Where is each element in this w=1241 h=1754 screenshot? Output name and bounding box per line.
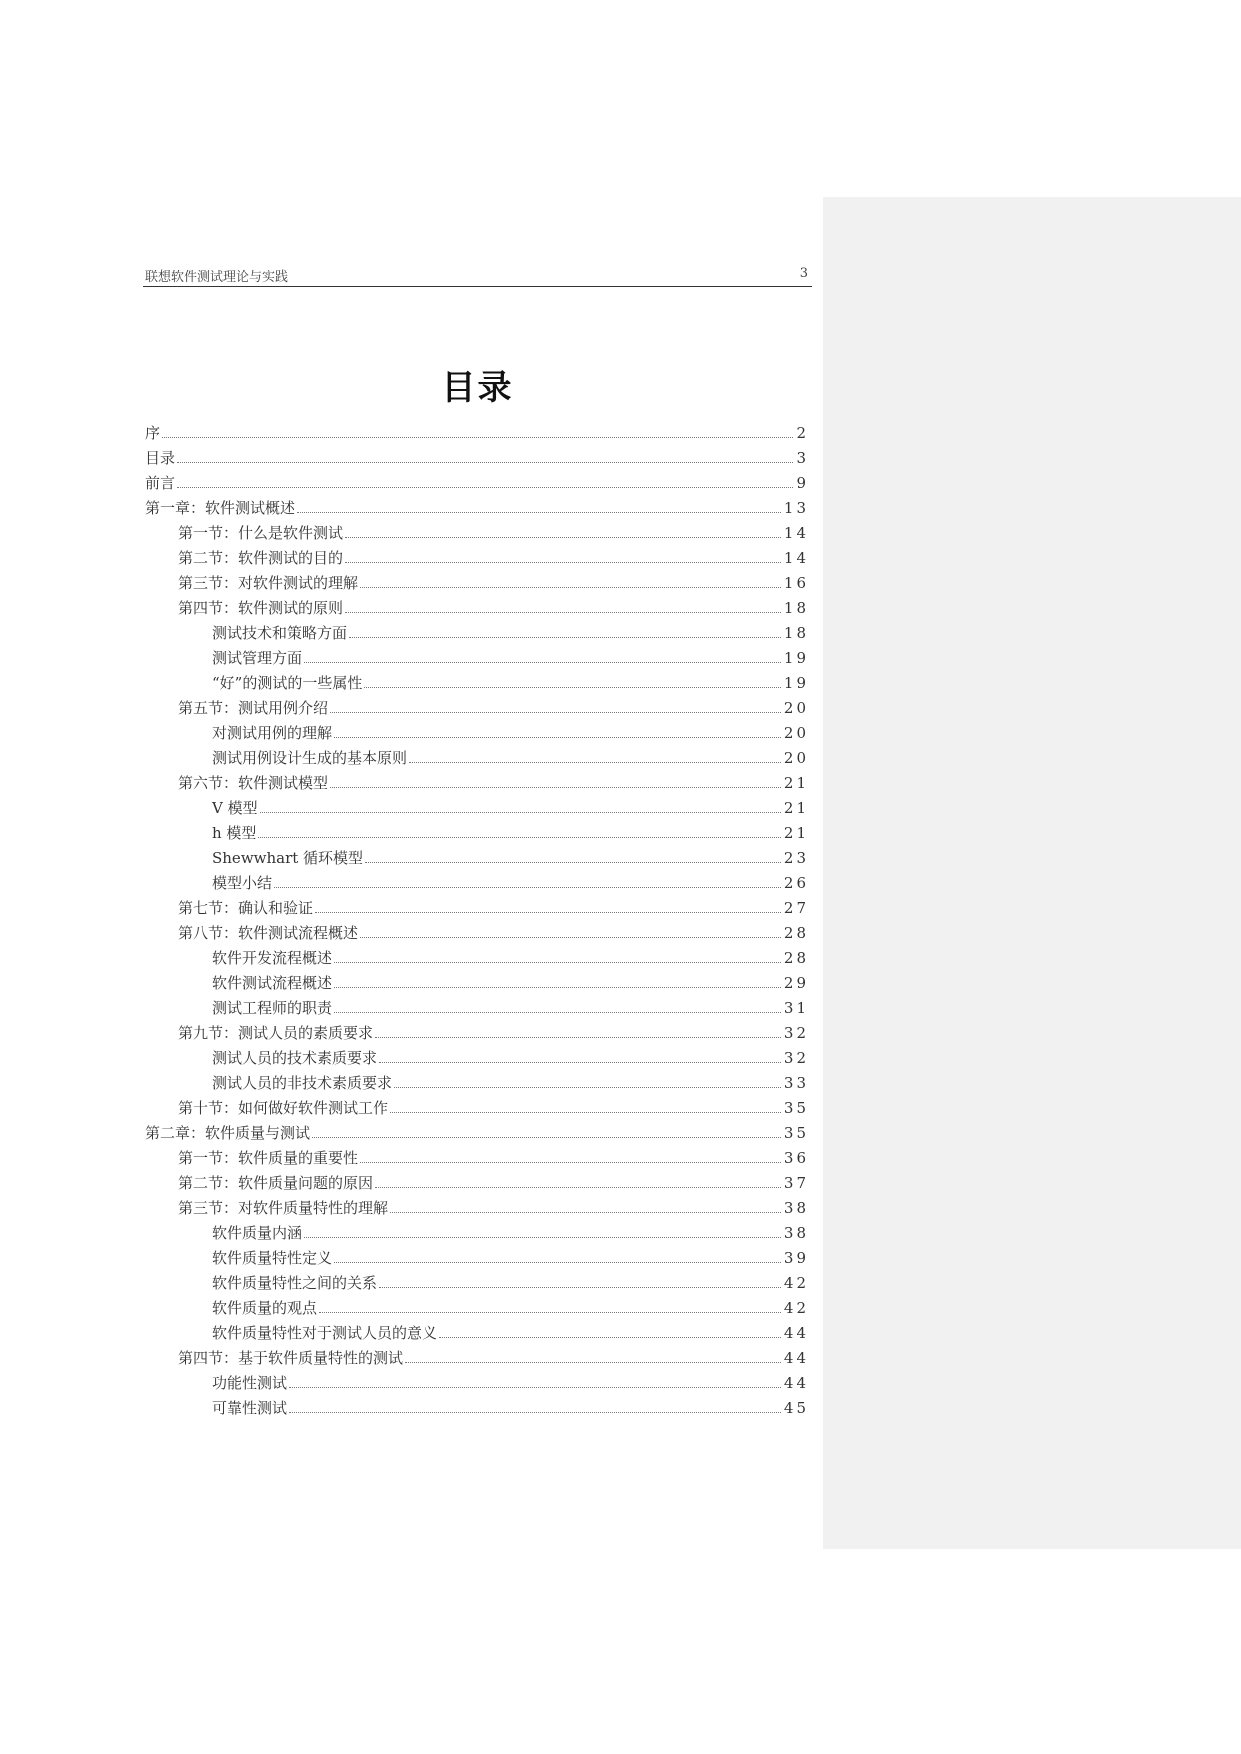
toc-dot-leader bbox=[379, 1062, 781, 1063]
toc-entry-label: 第八节：软件测试流程概述 bbox=[178, 924, 359, 942]
toc-entry[interactable] bbox=[145, 472, 809, 497]
toc-entry-page-number: 14 bbox=[783, 524, 809, 542]
toc-entry-label: 软件质量内涵 bbox=[212, 1224, 303, 1242]
toc-entry[interactable] bbox=[145, 897, 809, 922]
toc-entry-page-number: 23 bbox=[783, 849, 809, 867]
toc-dot-leader bbox=[162, 437, 793, 438]
toc-entry-page-number: 2 bbox=[796, 424, 809, 442]
header-page-number: 3 bbox=[799, 266, 808, 281]
toc-entry[interactable] bbox=[145, 1272, 809, 1297]
running-header bbox=[143, 264, 812, 287]
toc-dot-leader bbox=[365, 862, 781, 863]
toc-entry-label: Shewwhart 循环模型 bbox=[212, 849, 364, 867]
toc-entry-label: 软件质量的观点 bbox=[212, 1299, 318, 1317]
toc-entry-label: 第五节：测试用例介绍 bbox=[178, 699, 329, 717]
toc-dot-leader bbox=[289, 1412, 781, 1413]
toc-entry-label: 测试用例设计生成的基本原则 bbox=[212, 749, 408, 767]
toc-entry[interactable] bbox=[145, 647, 809, 672]
toc-entry[interactable] bbox=[145, 972, 809, 997]
toc-entry[interactable] bbox=[145, 947, 809, 972]
toc-dot-leader bbox=[345, 537, 781, 538]
toc-dot-leader bbox=[409, 762, 781, 763]
toc-entry-label: 测试工程师的职责 bbox=[212, 999, 333, 1017]
toc-entry-page-number: 28 bbox=[783, 949, 809, 967]
toc-entry[interactable] bbox=[145, 622, 809, 647]
toc-dot-leader bbox=[304, 1237, 781, 1238]
toc-entry[interactable] bbox=[145, 522, 809, 547]
toc-dot-leader bbox=[360, 937, 781, 938]
toc-dot-leader bbox=[345, 562, 781, 563]
toc-entry[interactable] bbox=[145, 747, 809, 772]
toc-dot-leader bbox=[394, 1087, 781, 1088]
toc-dot-leader bbox=[319, 1312, 781, 1313]
toc-entry-page-number: 32 bbox=[783, 1049, 809, 1067]
toc-entry-label: 第六节：软件测试模型 bbox=[178, 774, 329, 792]
toc-dot-leader bbox=[297, 512, 781, 513]
toc-entry-page-number: 18 bbox=[783, 624, 809, 642]
toc-entry-label: 对测试用例的理解 bbox=[212, 724, 333, 742]
toc-entry[interactable] bbox=[145, 1172, 809, 1197]
toc-entry-label: 第二节：软件质量问题的原因 bbox=[178, 1174, 374, 1192]
toc-dot-leader bbox=[390, 1212, 781, 1213]
toc-entry-label: 测试管理方面 bbox=[212, 649, 303, 667]
toc-entry-page-number: 42 bbox=[783, 1299, 809, 1317]
toc-entry-page-number: 31 bbox=[783, 999, 809, 1017]
toc-dot-leader bbox=[330, 712, 781, 713]
toc-dot-leader bbox=[375, 1187, 781, 1188]
toc-entry-page-number: 20 bbox=[783, 749, 809, 767]
toc-entry-page-number: 19 bbox=[783, 674, 809, 692]
comment-margin-pane bbox=[823, 197, 1241, 1549]
toc-entry[interactable] bbox=[145, 797, 809, 822]
toc-dot-leader bbox=[334, 962, 781, 963]
toc-entry[interactable] bbox=[145, 872, 809, 897]
toc-entry[interactable] bbox=[145, 1347, 809, 1372]
toc-dot-leader bbox=[177, 462, 793, 463]
toc-entry-page-number: 33 bbox=[783, 1074, 809, 1092]
toc-entry[interactable] bbox=[145, 722, 809, 747]
toc-dot-leader bbox=[379, 1287, 781, 1288]
toc-entry-label: 目录 bbox=[145, 449, 176, 467]
toc-entry-label: 前言 bbox=[145, 474, 176, 492]
toc-entry-label: 第一章：软件测试概述 bbox=[145, 499, 296, 517]
toc-dot-leader bbox=[274, 887, 781, 888]
toc-entry-page-number: 21 bbox=[783, 799, 809, 817]
toc-entry-label: 第二节：软件测试的目的 bbox=[178, 549, 344, 567]
table-of-contents bbox=[145, 422, 809, 1422]
header-title: 联想软件测试理论与实践 bbox=[145, 270, 289, 285]
toc-dot-leader bbox=[345, 612, 781, 613]
toc-entry[interactable] bbox=[145, 697, 809, 722]
toc-dot-leader bbox=[334, 1012, 781, 1013]
toc-entry-label: 可靠性测试 bbox=[212, 1399, 288, 1417]
toc-entry-label: 第四节：软件测试的原则 bbox=[178, 599, 344, 617]
toc-dot-leader bbox=[304, 662, 781, 663]
toc-entry-label: 第二章：软件质量与测试 bbox=[145, 1124, 311, 1142]
toc-entry[interactable] bbox=[145, 497, 809, 522]
toc-dot-leader bbox=[360, 1162, 781, 1163]
toc-entry[interactable] bbox=[145, 1322, 809, 1347]
toc-entry-label: 第一节：软件质量的重要性 bbox=[178, 1149, 359, 1167]
toc-dot-leader bbox=[405, 1362, 781, 1363]
toc-entry[interactable] bbox=[145, 672, 809, 697]
toc-entry-page-number: 13 bbox=[783, 499, 809, 517]
toc-entry-page-number: 44 bbox=[783, 1374, 809, 1392]
toc-entry-page-number: 42 bbox=[783, 1274, 809, 1292]
toc-entry-label: 第四节：基于软件质量特性的测试 bbox=[178, 1349, 404, 1367]
toc-entry-page-number: 29 bbox=[783, 974, 809, 992]
toc-entry-label: 软件测试流程概述 bbox=[212, 974, 333, 992]
toc-entry[interactable] bbox=[145, 1072, 809, 1097]
toc-entry[interactable] bbox=[145, 1397, 809, 1422]
toc-entry-page-number: 19 bbox=[783, 649, 809, 667]
toc-entry-page-number: 35 bbox=[783, 1124, 809, 1142]
toc-entry-page-number: 36 bbox=[783, 1149, 809, 1167]
toc-dot-leader bbox=[177, 487, 793, 488]
toc-dot-leader bbox=[360, 587, 781, 588]
toc-entry[interactable] bbox=[145, 1197, 809, 1222]
toc-dot-leader bbox=[334, 737, 781, 738]
toc-dot-leader bbox=[315, 912, 781, 913]
toc-entry[interactable] bbox=[145, 1222, 809, 1247]
toc-entry-label: 软件质量特性定义 bbox=[212, 1249, 333, 1267]
toc-entry-page-number: 21 bbox=[783, 824, 809, 842]
toc-entry-page-number: 16 bbox=[783, 574, 809, 592]
toc-entry-page-number: 27 bbox=[783, 899, 809, 917]
toc-entry-page-number: 9 bbox=[796, 474, 809, 492]
toc-entry[interactable] bbox=[145, 1097, 809, 1122]
toc-entry[interactable] bbox=[145, 922, 809, 947]
toc-entry-page-number: 26 bbox=[783, 874, 809, 892]
toc-entry-page-number: 14 bbox=[783, 549, 809, 567]
toc-entry-label: 软件质量特性之间的关系 bbox=[212, 1274, 378, 1292]
toc-dot-leader bbox=[312, 1137, 781, 1138]
toc-entry-label: 第十节：如何做好软件测试工作 bbox=[178, 1099, 389, 1117]
toc-entry-label: 第七节：确认和验证 bbox=[178, 899, 314, 917]
toc-dot-leader bbox=[390, 1112, 781, 1113]
toc-dot-leader bbox=[334, 1262, 781, 1263]
toc-entry[interactable] bbox=[145, 547, 809, 572]
toc-dot-leader bbox=[375, 1037, 781, 1038]
toc-entry-page-number: 32 bbox=[783, 1024, 809, 1042]
toc-dot-leader bbox=[349, 637, 781, 638]
toc-entry-page-number: 37 bbox=[783, 1174, 809, 1192]
toc-entry-label: 功能性测试 bbox=[212, 1374, 288, 1392]
toc-entry[interactable] bbox=[145, 1372, 809, 1397]
toc-entry-label: 第三节：对软件测试的理解 bbox=[178, 574, 359, 592]
toc-entry-label: 第九节：测试人员的素质要求 bbox=[178, 1024, 374, 1042]
toc-entry-label: 序 bbox=[145, 424, 161, 442]
toc-entry[interactable] bbox=[145, 997, 809, 1022]
toc-entry-page-number: 38 bbox=[783, 1199, 809, 1217]
toc-entry-page-number: 38 bbox=[783, 1224, 809, 1242]
toc-dot-leader bbox=[330, 787, 781, 788]
toc-entry-label: 第三节：对软件质量特性的理解 bbox=[178, 1199, 389, 1217]
toc-entry[interactable] bbox=[145, 422, 809, 447]
toc-entry-page-number: 45 bbox=[783, 1399, 809, 1417]
toc-dot-leader bbox=[258, 837, 780, 838]
toc-dot-leader bbox=[364, 687, 781, 688]
toc-entry-page-number: 39 bbox=[783, 1249, 809, 1267]
toc-entry[interactable] bbox=[145, 1247, 809, 1272]
toc-dot-leader bbox=[334, 987, 781, 988]
toc-entry[interactable] bbox=[145, 1147, 809, 1172]
toc-entry-page-number: 20 bbox=[783, 699, 809, 717]
toc-entry[interactable] bbox=[145, 772, 809, 797]
toc-entry-label: 测试技术和策略方面 bbox=[212, 624, 348, 642]
toc-dot-leader bbox=[439, 1337, 781, 1338]
toc-entry-label: V 模型 bbox=[212, 799, 258, 817]
toc-heading: 目录 bbox=[441, 368, 514, 408]
toc-entry[interactable] bbox=[145, 572, 809, 597]
toc-entry-page-number: 35 bbox=[783, 1099, 809, 1117]
toc-entry-label: 测试人员的非技术素质要求 bbox=[212, 1074, 393, 1092]
toc-entry-page-number: 21 bbox=[783, 774, 809, 792]
toc-entry-label: 测试人员的技术素质要求 bbox=[212, 1049, 378, 1067]
toc-entry-page-number: 18 bbox=[783, 599, 809, 617]
toc-entry-label: 软件开发流程概述 bbox=[212, 949, 333, 967]
toc-dot-leader bbox=[260, 812, 781, 813]
toc-entry-label: 软件质量特性对于测试人员的意义 bbox=[212, 1324, 438, 1342]
toc-entry-page-number: 28 bbox=[783, 924, 809, 942]
toc-entry-label: “好”的测试的一些属性 bbox=[212, 674, 363, 692]
toc-entry[interactable] bbox=[145, 1022, 809, 1047]
toc-entry[interactable] bbox=[145, 822, 809, 847]
toc-entry-label: 模型小结 bbox=[212, 874, 273, 892]
toc-entry[interactable] bbox=[145, 1297, 809, 1322]
toc-entry-page-number: 20 bbox=[783, 724, 809, 742]
toc-entry-label: 第一节：什么是软件测试 bbox=[178, 524, 344, 542]
toc-entry[interactable] bbox=[145, 1122, 809, 1147]
toc-entry[interactable] bbox=[145, 1047, 809, 1072]
toc-entry-page-number: 44 bbox=[783, 1349, 809, 1367]
toc-entry[interactable] bbox=[145, 447, 809, 472]
toc-entry-page-number: 3 bbox=[796, 449, 809, 467]
toc-entry-label: h 模型 bbox=[212, 824, 257, 842]
toc-entry[interactable] bbox=[145, 597, 809, 622]
toc-entry[interactable] bbox=[145, 847, 809, 872]
toc-dot-leader bbox=[289, 1387, 781, 1388]
toc-entry-page-number: 44 bbox=[783, 1324, 809, 1342]
